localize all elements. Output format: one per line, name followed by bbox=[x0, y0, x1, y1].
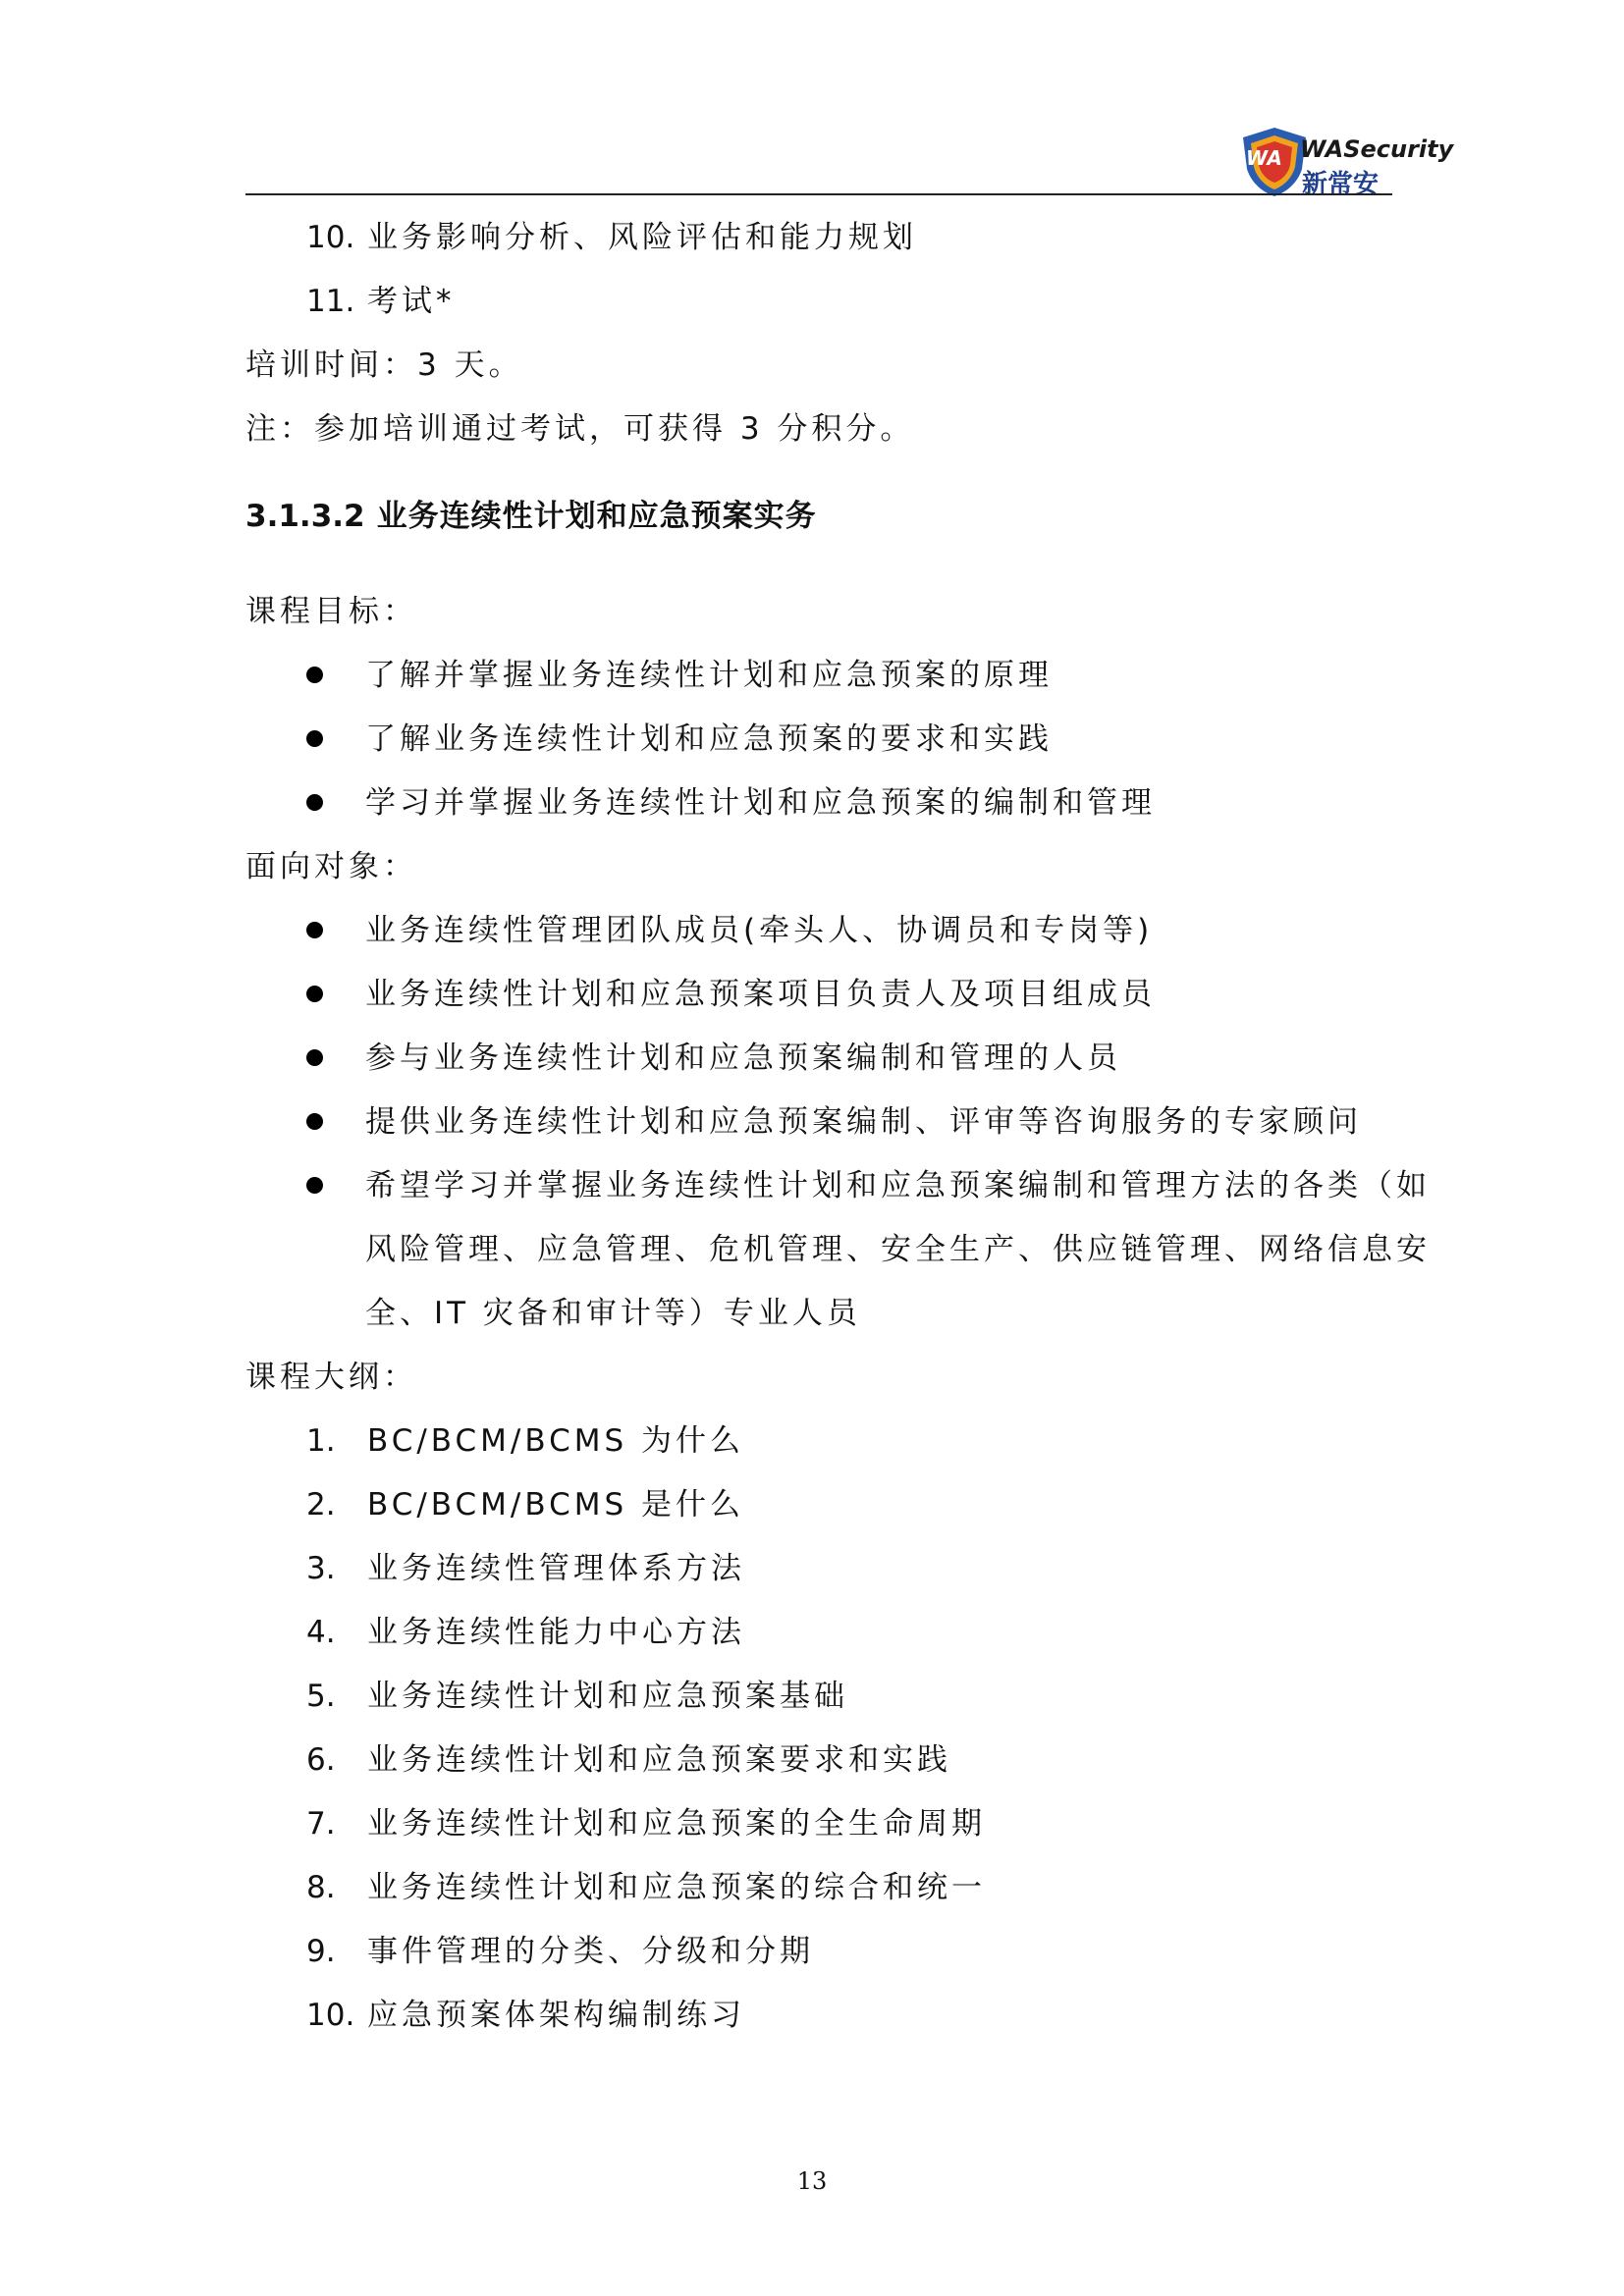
list-number: 2. bbox=[306, 1487, 336, 1522]
list-item bbox=[245, 1091, 1392, 1154]
list-text: 考试* bbox=[367, 284, 456, 319]
list-item bbox=[245, 1792, 1392, 1856]
list-item bbox=[245, 899, 1392, 963]
list-text: 事件管理的分类、分级和分期 bbox=[367, 1934, 814, 1969]
list-item bbox=[245, 1410, 1392, 1473]
section-number: 3.1.3.2 bbox=[245, 499, 365, 534]
bullet-icon bbox=[306, 1049, 323, 1066]
list-text: 业务连续性管理体系方法 bbox=[367, 1551, 745, 1586]
list-text: 业务连续性计划和应急预案基础 bbox=[367, 1679, 848, 1714]
list-item bbox=[245, 1856, 1392, 1920]
list-text: 业务连续性计划和应急预案的综合和统一 bbox=[367, 1870, 986, 1905]
objectives-heading: 课程目标： bbox=[245, 594, 417, 629]
list-item bbox=[245, 1984, 1392, 2048]
list-item bbox=[245, 963, 1392, 1027]
bullet-icon bbox=[306, 986, 323, 1002]
section-title: 业务连续性计划和应急预案实务 bbox=[376, 499, 817, 534]
svg-text:WA: WA bbox=[1246, 146, 1282, 170]
list-text: 学习并掌握业务连续性计划和应急预案的编制和管理 bbox=[365, 785, 1156, 821]
bullet-icon bbox=[306, 1177, 323, 1194]
list-item bbox=[245, 644, 1392, 708]
list-number: 1. bbox=[306, 1423, 336, 1459]
list-item bbox=[245, 1154, 1431, 1218]
list-number: 4. bbox=[306, 1615, 336, 1650]
outline-heading: 课程大纲： bbox=[245, 1360, 417, 1395]
list-text: 提供业务连续性计划和应急预案编制、评审等咨询服务的专家顾问 bbox=[365, 1104, 1362, 1140]
list-number: 8. bbox=[306, 1870, 336, 1905]
list-text: 业务连续性管理团队成员(牵头人、协调员和专岗等) bbox=[365, 913, 1154, 948]
list-text: 应急预案体架构编制练习 bbox=[367, 1998, 745, 2033]
list-text: BC/BCM/BCMS 为什么 bbox=[367, 1423, 745, 1459]
list-number: 5. bbox=[306, 1679, 336, 1714]
list-text: 希望学习并掌握业务连续性计划和应急预案编制和管理方法的各类（如 bbox=[365, 1168, 1431, 1203]
list-number: 6. bbox=[306, 1742, 336, 1778]
header-divider bbox=[245, 193, 1392, 195]
audience-heading: 面向对象： bbox=[245, 849, 417, 884]
list-number: 11. bbox=[306, 284, 355, 319]
list-item bbox=[245, 206, 1392, 270]
list-text: 业务连续性计划和应急预案的全生命周期 bbox=[367, 1806, 986, 1842]
section-heading bbox=[245, 485, 1392, 549]
list-item bbox=[245, 1027, 1392, 1091]
list-text: 业务连续性计划和应急预案要求和实践 bbox=[367, 1742, 951, 1778]
document-body bbox=[245, 206, 1431, 2048]
bullet-icon bbox=[306, 1113, 323, 1130]
list-item bbox=[245, 1537, 1392, 1601]
bullet-icon bbox=[306, 922, 323, 938]
list-item bbox=[245, 1665, 1392, 1729]
list-number: 3. bbox=[306, 1551, 336, 1586]
list-number: 10. bbox=[306, 1998, 355, 2033]
list-text-continuation: 全、IT 灾备和审计等）专业人员 bbox=[365, 1296, 861, 1331]
page-number: 13 bbox=[796, 2167, 828, 2195]
list-text: 业务连续性能力中心方法 bbox=[367, 1615, 745, 1650]
list-text: 参与业务连续性计划和应急预案编制和管理的人员 bbox=[365, 1041, 1121, 1076]
list-item bbox=[245, 708, 1392, 772]
list-text: 业务影响分析、风险评估和能力规划 bbox=[367, 220, 917, 255]
list-item bbox=[245, 1473, 1392, 1537]
list-text-continuation: 风险管理、应急管理、危机管理、安全生产、供应链管理、网络信息安 bbox=[365, 1232, 1431, 1267]
logo-wordmark: WASecurity bbox=[1300, 135, 1454, 163]
list-number: 7. bbox=[306, 1806, 336, 1842]
list-item bbox=[245, 772, 1392, 835]
list-item bbox=[245, 1601, 1392, 1665]
list-text: 了解并掌握业务连续性计划和应急预案的原理 bbox=[365, 658, 1053, 693]
list-text: BC/BCM/BCMS 是什么 bbox=[367, 1487, 745, 1522]
list-item bbox=[245, 270, 1392, 334]
bullet-icon bbox=[306, 667, 323, 683]
list-item bbox=[245, 1729, 1392, 1792]
list-item bbox=[245, 1920, 1392, 1984]
list-number: 9. bbox=[306, 1934, 336, 1969]
list-number: 10. bbox=[306, 220, 355, 255]
bullet-icon bbox=[306, 730, 323, 747]
bullet-icon bbox=[306, 794, 323, 811]
training-time: 培训时间：3 天。 bbox=[245, 347, 523, 383]
note: 注：参加培训通过考试，可获得 3 分积分。 bbox=[245, 411, 915, 447]
company-logo bbox=[1239, 122, 1454, 199]
list-text: 业务连续性计划和应急预案项目负责人及项目组成员 bbox=[365, 977, 1156, 1012]
logo-chinese-name: 新常安 bbox=[1302, 170, 1380, 199]
list-text: 了解业务连续性计划和应急预案的要求和实践 bbox=[365, 721, 1053, 757]
